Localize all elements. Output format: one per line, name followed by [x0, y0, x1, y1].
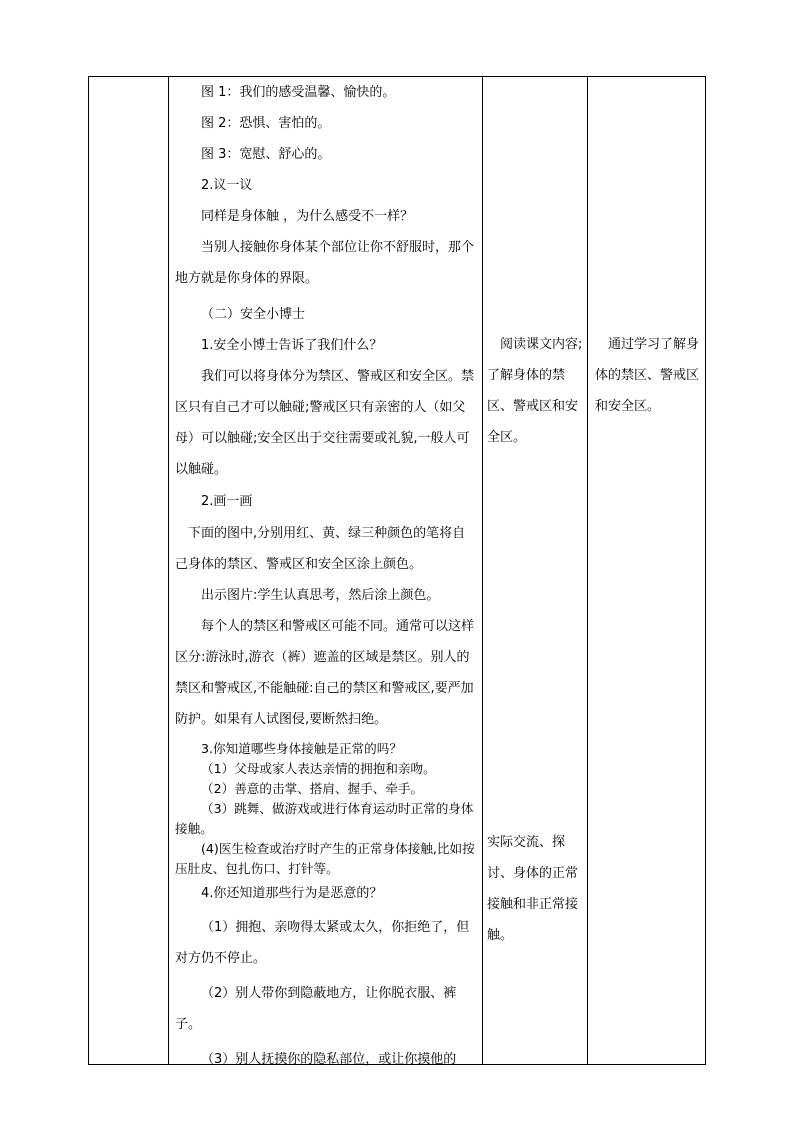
fig2-feeling: 图 2：恐惧、害怕的。	[201, 116, 331, 131]
zone-differences: 每个人的禁区和警戒区可能不同。通常可以这样区分:游泳时,游衣（裤）遮盖的区域是禁区。别人的禁区和警戒区,不能触碰:自己的禁区和警戒区,要严加防护。如果有人试图侵,要断然扫绝。	[175, 619, 475, 727]
boundary-explanation: 当别人接触你身体某个部位让你不舒服时，那个地方就是你身体的界限。	[175, 240, 475, 286]
body-zones-explanation: 我们可以将身体分为禁区、警戒区和安全区。禁区只有自己才可以触碰;警戒区只有亲密的人（如父母）可以触碰;安全区出于交往需要或礼貌,一般人可以触碰。	[175, 369, 475, 477]
question-normal-contact: 3.你知道哪些身体接触是正常的吗？	[201, 741, 402, 756]
normal-contact-1: （1）父母或家人表达亲情的拥抱和亲吻。	[201, 761, 436, 776]
fig3-feeling: 图 3：宽慰、舒心的。	[201, 147, 331, 162]
malicious-2: （2）别人带你到隐蔽地方，让你脱衣服、裤子。	[175, 986, 457, 1032]
normal-contact-2: （2）善意的击掌、搭肩、握手、牵手。	[201, 781, 424, 796]
student-activity-column	[482, 77, 587, 1064]
section-discuss: 2.议一议	[201, 178, 253, 193]
design-intent-text: 通过学习了解身体的禁区、警戒区和安全区。	[595, 337, 700, 414]
malicious-3: （3）别人抚摸你的隐私部位，或让你摸他的	[201, 1052, 457, 1067]
fig1-feeling: 图 1：我们的感受温馨、愉快的。	[201, 85, 396, 100]
show-picture: 出示图片:学生认真思考，然后涂上颜色。	[201, 588, 440, 603]
discuss-question: 同样是身体触 ，为什么感受不一样？	[201, 209, 414, 224]
teaching-process-column	[169, 77, 482, 1067]
draw-instructions: 下面的图中,分别用红、黄、绿三种颜色的笔将自己身体的禁区、警戒区和安全区涂上颜色。	[175, 526, 466, 572]
question-what-told: 1.安全小博士告诉了我们什么？	[201, 338, 383, 353]
student-activity-discussion: 实际交流、探讨、身体的正常接触和非正常接触。	[487, 835, 579, 943]
question-malicious: 4.你还知道那些行为是恶意的？	[201, 886, 383, 901]
lesson-table	[88, 76, 706, 1065]
malicious-1: （1）拥抱、亲吻得太紧或太久，你拒绝了，但对方仍不停止。	[175, 920, 470, 966]
section-draw: 2.画一画	[201, 494, 253, 509]
design-intent-column	[587, 77, 707, 1064]
normal-contact-3: （3）跳舞、做游戏或进行体育运动时正常的身体接触。	[175, 801, 474, 836]
section-safety-doctor: （二）安全小博士	[201, 307, 306, 322]
student-activity-reading: 阅读课文内容;了解身体的禁区、警戒区和安全区。	[487, 337, 583, 445]
normal-contact-4: (4)医生检查或治疗时产生的正常身体接触,比如按压肚皮、包扎伤口、打针等。	[175, 841, 475, 876]
